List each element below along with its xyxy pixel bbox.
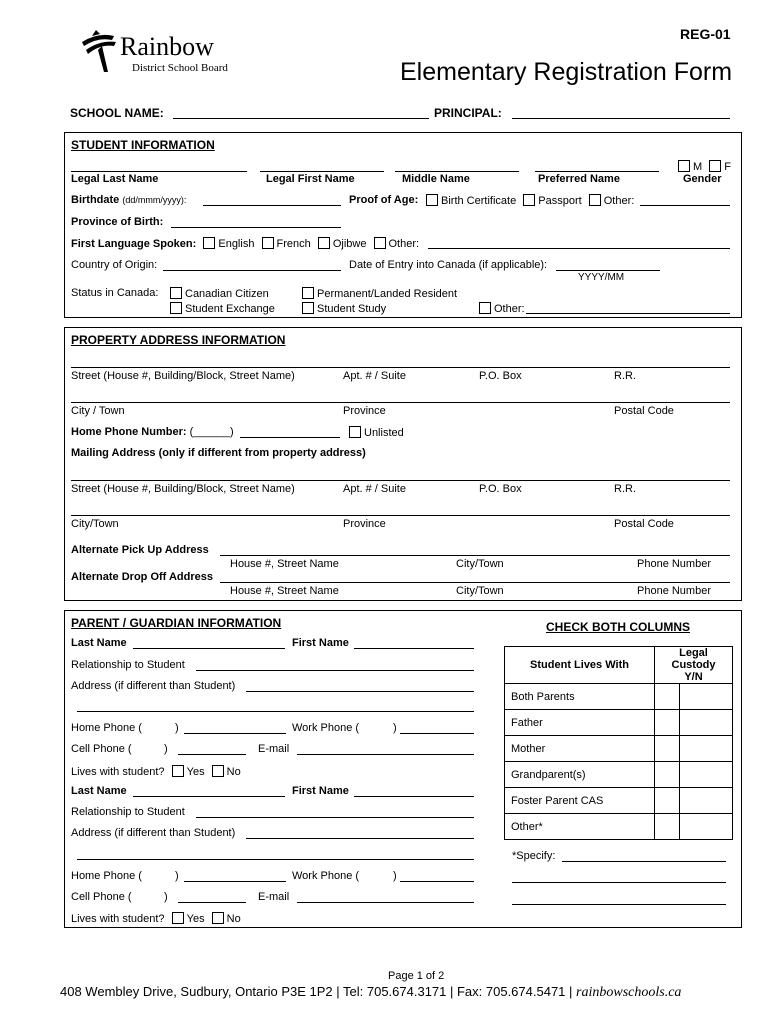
property-rr-label: R.R. xyxy=(614,370,636,382)
g1-no-checkbox[interactable] xyxy=(212,765,224,777)
alt-pickup-field[interactable] xyxy=(220,555,730,556)
date-entry-label: Date of Entry into Canada (if applicable): xyxy=(349,259,548,271)
proof-other-field[interactable] xyxy=(640,205,730,206)
foster-custody-cell[interactable] xyxy=(680,788,732,813)
canadian-citizen-checkbox[interactable] xyxy=(170,287,182,299)
g2-home-phone-paren: ) xyxy=(175,870,179,882)
first-language-label: First Language Spoken: xyxy=(71,238,197,250)
g1-first-name-field[interactable] xyxy=(354,648,474,649)
custody-table xyxy=(504,646,733,840)
grandparents-lives-cell[interactable] xyxy=(655,762,680,787)
mailing-apt-label: Apt. # / Suite xyxy=(343,483,406,495)
footer-address xyxy=(60,984,681,1001)
g2-no-checkbox[interactable] xyxy=(212,912,224,924)
specify-field-3[interactable] xyxy=(512,904,726,905)
property-city-field[interactable] xyxy=(71,402,730,403)
g2-first-name-label: First Name xyxy=(292,785,349,797)
proof-of-age-label: Proof of Age: xyxy=(349,194,419,206)
student-info-heading: STUDENT INFORMATION xyxy=(71,138,215,152)
gender-m-label: M xyxy=(693,161,703,173)
row-grandparents-cells xyxy=(655,762,733,788)
birthdate-field[interactable] xyxy=(203,205,341,206)
status-exchange xyxy=(170,302,275,315)
gender-f-checkbox[interactable] xyxy=(709,160,721,172)
row-label xyxy=(505,710,655,736)
rainbow-logo-icon xyxy=(78,28,126,76)
g2-work-phone-field[interactable] xyxy=(400,881,474,882)
row-both-parents-label: Both Parents xyxy=(511,690,575,703)
english-label: English xyxy=(218,238,255,250)
language-other-field[interactable] xyxy=(428,248,730,249)
proof-of-age-options xyxy=(426,194,634,207)
gender-f-label: F xyxy=(724,161,731,173)
both-parents-custody-cell[interactable] xyxy=(680,684,732,709)
row-other-cells xyxy=(655,814,733,840)
alt-pickup-label: Alternate Pick Up Address xyxy=(71,544,209,556)
g1-yes-checkbox[interactable] xyxy=(172,765,184,777)
property-city-label: City / Town xyxy=(71,405,125,417)
status-permanent xyxy=(302,287,457,300)
logo-sub-text: District School Board xyxy=(132,62,228,74)
g2-first-name-field[interactable] xyxy=(354,796,474,797)
logo-main-text: Rainbow xyxy=(120,32,214,61)
g1-work-phone-field[interactable] xyxy=(400,733,474,734)
father-lives-cell[interactable] xyxy=(655,710,680,735)
g2-address-field-2[interactable] xyxy=(77,859,474,860)
student-exchange-label: Student Exchange xyxy=(185,303,275,315)
property-street-field[interactable] xyxy=(71,367,730,368)
status-other-checkbox[interactable] xyxy=(479,302,491,314)
g2-cell-phone-paren: ) xyxy=(164,891,168,903)
row-label xyxy=(505,762,655,788)
g1-email-label: E-mail xyxy=(258,743,290,755)
french-checkbox[interactable] xyxy=(262,237,274,249)
property-postal-label: Postal Code xyxy=(614,405,674,417)
row-grandparents-label: Grandparent(s) xyxy=(511,768,586,781)
principal-field[interactable] xyxy=(512,118,730,119)
g1-relationship-field[interactable] xyxy=(196,670,474,671)
gender-label: Gender xyxy=(683,173,722,185)
row-mother-cells xyxy=(655,736,733,762)
g1-address-field[interactable] xyxy=(246,691,474,692)
gender-options xyxy=(678,160,731,173)
unlisted-option xyxy=(349,426,404,439)
legal-last-name-label: Legal Last Name xyxy=(71,173,159,185)
page-number: Page 1 of 2 xyxy=(388,970,445,982)
property-province-label: Province xyxy=(343,405,386,417)
g1-cell-phone-paren: ) xyxy=(164,743,168,755)
g2-no-label: No xyxy=(226,913,241,925)
property-po-label: P.O. Box xyxy=(479,370,522,382)
g1-cell-phone-label: Cell Phone ( xyxy=(71,743,132,755)
birth-certificate-checkbox[interactable] xyxy=(426,194,438,206)
guardian-heading: PARENT / GUARDIAN INFORMATION xyxy=(71,616,282,630)
ojibwe-label: Ojibwe xyxy=(332,238,367,250)
gender-m-checkbox[interactable] xyxy=(678,160,690,172)
property-street-label: Street (House #, Building/Block, Street Name) xyxy=(71,370,295,382)
g2-relationship-field[interactable] xyxy=(196,817,474,818)
g2-home-phone-label: Home Phone ( xyxy=(71,870,142,882)
grandparents-custody-cell[interactable] xyxy=(680,762,732,787)
status-other-field[interactable] xyxy=(526,313,730,314)
legal-first-name-field[interactable] xyxy=(260,171,384,172)
country-origin-label: Country of Origin: xyxy=(71,259,158,271)
student-study-label: Student Study xyxy=(317,303,387,315)
passport-label: Passport xyxy=(538,195,582,207)
g1-work-phone-label: Work Phone ( xyxy=(292,722,360,734)
g1-no-label: No xyxy=(226,766,241,778)
school-name-field[interactable] xyxy=(173,118,429,119)
row-father-label: Father xyxy=(511,716,543,729)
status-other-label: Other: xyxy=(494,303,525,315)
g2-email-field[interactable] xyxy=(297,902,474,903)
foster-lives-cell[interactable] xyxy=(655,788,680,813)
birth-certificate-label: Birth Certificate xyxy=(441,195,517,207)
g1-relationship-label: Relationship to Student xyxy=(71,659,185,671)
alt-dropoff-label: Alternate Drop Off Address xyxy=(71,571,214,583)
canadian-citizen-label: Canadian Citizen xyxy=(185,288,269,300)
proof-other-label: Other: xyxy=(603,195,635,207)
g2-last-name-field[interactable] xyxy=(133,796,285,797)
g1-yes-label: Yes xyxy=(186,766,205,778)
legal-first-name-label: Legal First Name xyxy=(266,173,355,185)
g1-cell-phone-field[interactable] xyxy=(178,754,246,755)
row-label xyxy=(505,736,655,762)
father-custody-cell[interactable] xyxy=(680,710,732,735)
col-lives-with-header: Student Lives With xyxy=(505,647,655,684)
g2-last-name-label: Last Name xyxy=(71,785,127,797)
unlisted-checkbox[interactable] xyxy=(349,426,361,438)
footer-website[interactable]: rainbowschools.ca xyxy=(576,985,682,1000)
birthdate-row xyxy=(71,194,186,206)
specify-label: *Specify: xyxy=(512,850,556,862)
row-foster-cells xyxy=(655,788,733,814)
english-checkbox[interactable] xyxy=(203,237,215,249)
status-study xyxy=(302,302,386,315)
permanent-resident-checkbox[interactable] xyxy=(302,287,314,299)
g1-home-phone-field[interactable] xyxy=(184,733,286,734)
g2-home-phone-field[interactable] xyxy=(184,881,286,882)
row-label xyxy=(505,814,655,840)
specify-field-2[interactable] xyxy=(512,882,726,883)
row-mother-label: Mother xyxy=(511,742,546,755)
mother-custody-cell[interactable] xyxy=(680,736,732,761)
home-phone-area[interactable]: (______) xyxy=(189,426,234,438)
permanent-resident-label: Permanent/Landed Resident xyxy=(317,288,458,300)
row-father-cells xyxy=(655,710,733,736)
home-phone-field[interactable] xyxy=(240,437,340,438)
g1-home-phone-paren: ) xyxy=(175,722,179,734)
proof-other-checkbox[interactable] xyxy=(589,194,601,206)
alt-dropoff-field[interactable] xyxy=(220,582,730,583)
preferred-name-field[interactable] xyxy=(535,171,659,172)
province-birth-field[interactable] xyxy=(171,227,341,228)
g1-lives-with-row xyxy=(71,765,241,778)
country-origin-field[interactable] xyxy=(163,270,341,271)
col-custody-header: Legal Custody Y/N xyxy=(655,647,733,684)
g1-address-field-2[interactable] xyxy=(77,711,474,712)
birthdate-format: (dd/mmm/yyyy): xyxy=(122,195,187,205)
status-other xyxy=(479,302,525,315)
alt-dropoff-phone-label: Phone Number xyxy=(637,585,711,597)
alt-pickup-house-label: House #, Street Name xyxy=(230,558,339,570)
middle-name-field[interactable] xyxy=(395,171,519,172)
home-phone-label: Home Phone Number: xyxy=(71,426,187,438)
g2-address-field[interactable] xyxy=(246,838,474,839)
g2-work-phone-paren: ) xyxy=(393,870,397,882)
row-both-parents-cells xyxy=(655,684,733,710)
mother-lives-cell[interactable] xyxy=(655,736,680,761)
mailing-city-field[interactable] xyxy=(71,515,730,516)
form-code: REG-01 xyxy=(680,26,731,42)
property-apt-label: Apt. # / Suite xyxy=(343,370,406,382)
passport-checkbox[interactable] xyxy=(523,194,535,206)
school-name-label: SCHOOL NAME: xyxy=(70,106,164,120)
check-both-columns-heading: CHECK BOTH COLUMNS xyxy=(546,620,690,634)
row-foster-label: Foster Parent CAS xyxy=(511,794,604,807)
other-lives-cell[interactable] xyxy=(655,814,680,839)
g1-lives-with-label: Lives with student? xyxy=(71,766,165,778)
preferred-name-label: Preferred Name xyxy=(538,173,620,185)
birthdate-label: Birthdate xyxy=(71,194,120,206)
alt-dropoff-house-label: House #, Street Name xyxy=(230,585,339,597)
date-entry-field[interactable] xyxy=(556,270,660,271)
g2-relationship-label: Relationship to Student xyxy=(71,806,185,818)
g1-home-phone-label: Home Phone ( xyxy=(71,722,142,734)
mailing-po-label: P.O. Box xyxy=(479,483,522,495)
g2-yes-checkbox[interactable] xyxy=(172,912,184,924)
g1-first-name-label: First Name xyxy=(292,637,349,649)
principal-label: PRINCIPAL: xyxy=(434,106,502,120)
mailing-province-label: Province xyxy=(343,518,386,530)
province-birth-label: Province of Birth: xyxy=(71,216,164,228)
g1-last-name-label: Last Name xyxy=(71,637,127,649)
g2-work-phone-label: Work Phone ( xyxy=(292,870,360,882)
mailing-street-field[interactable] xyxy=(71,480,730,481)
unlisted-label: Unlisted xyxy=(364,427,404,439)
g2-cell-phone-field[interactable] xyxy=(178,902,246,903)
student-study-checkbox[interactable] xyxy=(302,302,314,314)
language-other-label: Other: xyxy=(388,238,420,250)
page-title: Elementary Registration Form xyxy=(400,58,733,86)
mailing-postal-label: Postal Code xyxy=(614,518,674,530)
ojibwe-checkbox[interactable] xyxy=(318,237,330,249)
middle-name-label: Middle Name xyxy=(402,173,470,185)
g2-cell-phone-label: Cell Phone ( xyxy=(71,891,132,903)
mailing-address-label: Mailing Address (only if different from property address) xyxy=(71,447,366,459)
g1-last-name-field[interactable] xyxy=(133,648,285,649)
g1-address-label: Address (if different than Student) xyxy=(71,680,236,692)
first-language-row xyxy=(71,237,419,250)
status-canadian xyxy=(170,287,269,300)
home-phone-row xyxy=(71,426,234,438)
g2-address-label: Address (if different than Student) xyxy=(71,827,236,839)
date-entry-format: YYYY/MM xyxy=(578,272,625,283)
g2-yes-label: Yes xyxy=(186,913,205,925)
g2-email-label: E-mail xyxy=(258,891,290,903)
student-exchange-checkbox[interactable] xyxy=(170,302,182,314)
both-parents-lives-cell[interactable] xyxy=(655,684,680,709)
status-label: Status in Canada: xyxy=(71,287,159,299)
footer-contact: 408 Wembley Drive, Sudbury, Ontario P3E 1P2 | Tel: 705.674.3171 | Fax: 705.674.5471 | xyxy=(60,984,573,999)
french-label: French xyxy=(276,238,311,250)
mailing-city-label: City/Town xyxy=(71,518,119,530)
g2-lives-with-label: Lives with student? xyxy=(71,913,165,925)
logo xyxy=(78,28,248,78)
row-label xyxy=(505,788,655,814)
specify-field[interactable] xyxy=(562,861,726,862)
property-address-heading: PROPERTY ADDRESS INFORMATION xyxy=(71,333,286,347)
mailing-rr-label: R.R. xyxy=(614,483,636,495)
alt-pickup-phone-label: Phone Number xyxy=(637,558,711,570)
language-other-checkbox[interactable] xyxy=(374,237,386,249)
alt-pickup-city-label: City/Town xyxy=(456,558,504,570)
g1-email-field[interactable] xyxy=(297,754,474,755)
row-other-label: Other* xyxy=(511,820,543,833)
g2-lives-with-row xyxy=(71,912,241,925)
g1-work-phone-paren: ) xyxy=(393,722,397,734)
other-custody-cell[interactable] xyxy=(680,814,732,839)
legal-last-name-field[interactable] xyxy=(71,171,247,172)
alt-dropoff-city-label: City/Town xyxy=(456,585,504,597)
row-label xyxy=(505,684,655,710)
mailing-street-label: Street (House #, Building/Block, Street Name) xyxy=(71,483,295,495)
